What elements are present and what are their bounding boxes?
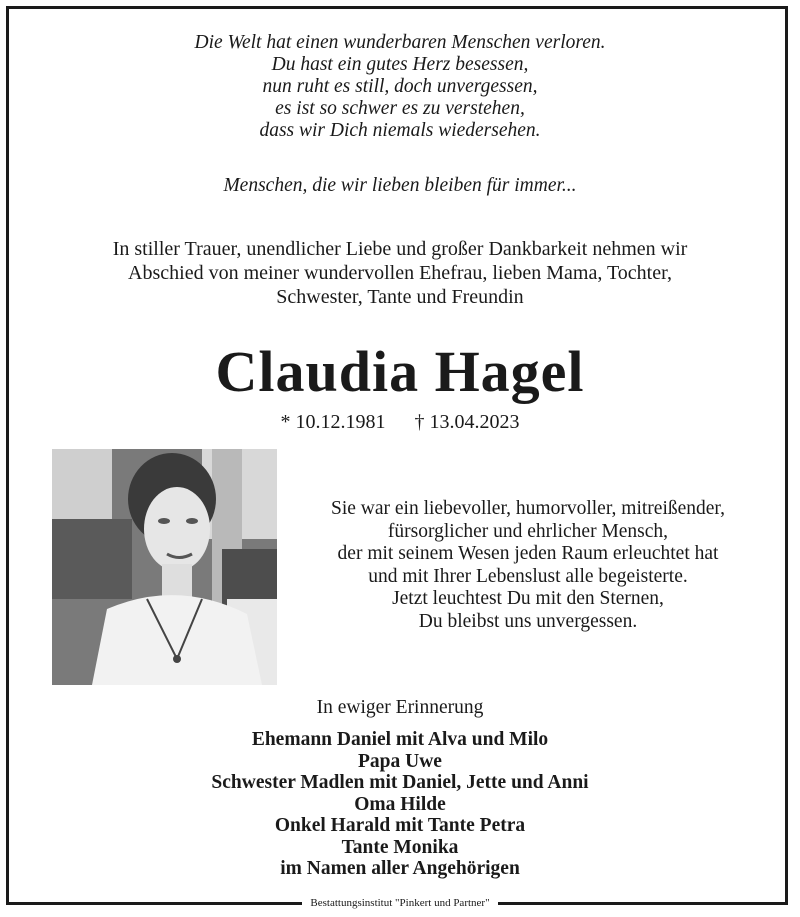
motto: Menschen, die wir lieben bleiben für immer... bbox=[223, 175, 577, 196]
tribute-line: Du bleibst uns unvergessen. bbox=[418, 610, 638, 632]
poem-line: Die Welt hat einen wunderbaren Menschen verloren. bbox=[194, 32, 606, 53]
intro-text bbox=[0, 237, 800, 309]
tribute-text bbox=[278, 498, 778, 633]
family-list bbox=[0, 729, 800, 880]
family-line: Ehemann Daniel mit Alva und Milo bbox=[251, 729, 549, 750]
memory-heading: In ewiger Erinnerung bbox=[316, 697, 484, 718]
tribute-line: Jetzt leuchtest Du mit den Sternen, bbox=[392, 588, 664, 609]
tribute-line: fürsorglicher und ehrlicher Mensch, bbox=[387, 520, 669, 542]
tribute-line: der mit seinem Wesen jeden Raum erleuchtet hat bbox=[337, 543, 719, 564]
family-line: Onkel Harald mit Tante Petra bbox=[274, 815, 526, 836]
family-line: Schwester Madlen mit Daniel, Jette und Anni bbox=[211, 772, 589, 793]
deceased-name: Claudia Hagel bbox=[215, 339, 585, 404]
poem-line: es ist so schwer es zu verstehen, bbox=[275, 98, 525, 119]
tribute-line: Sie war ein liebevoller, humorvoller, mitreißender, bbox=[330, 498, 726, 519]
birth-date: * 10.12.1981 bbox=[280, 411, 386, 433]
family-line: Papa Uwe bbox=[358, 750, 442, 772]
portrait-image bbox=[52, 449, 277, 685]
tribute-line: und mit Ihrer Lebenslust alle begeisterte. bbox=[368, 565, 688, 587]
family-line: Tante Monika bbox=[341, 836, 459, 858]
funeral-home-name: Bestattungsinstitut "Pinkert und Partner" bbox=[302, 895, 497, 911]
death-date: † 13.04.2023 bbox=[414, 411, 520, 433]
poem-line: nun ruht es still, doch unvergessen, bbox=[262, 76, 538, 97]
funeral-home-credit bbox=[0, 893, 800, 911]
intro-line: Schwester, Tante und Freundin bbox=[276, 286, 524, 308]
poem bbox=[0, 32, 800, 142]
intro-line: Abschied von meiner wundervollen Ehefrau, lieben Mama, Tochter, bbox=[128, 262, 672, 284]
life-dates bbox=[0, 411, 800, 434]
poem-line: dass wir Dich niemals wiedersehen. bbox=[259, 120, 541, 141]
family-line: Oma Hilde bbox=[354, 793, 446, 815]
intro-line: In stiller Trauer, unendlicher Liebe und großer Dankbarkeit nehmen wir bbox=[112, 238, 688, 260]
portrait-photo bbox=[52, 449, 277, 685]
family-line: im Namen aller Angehörigen bbox=[280, 858, 520, 879]
poem-line: Du hast ein gutes Herz besessen, bbox=[271, 54, 529, 75]
